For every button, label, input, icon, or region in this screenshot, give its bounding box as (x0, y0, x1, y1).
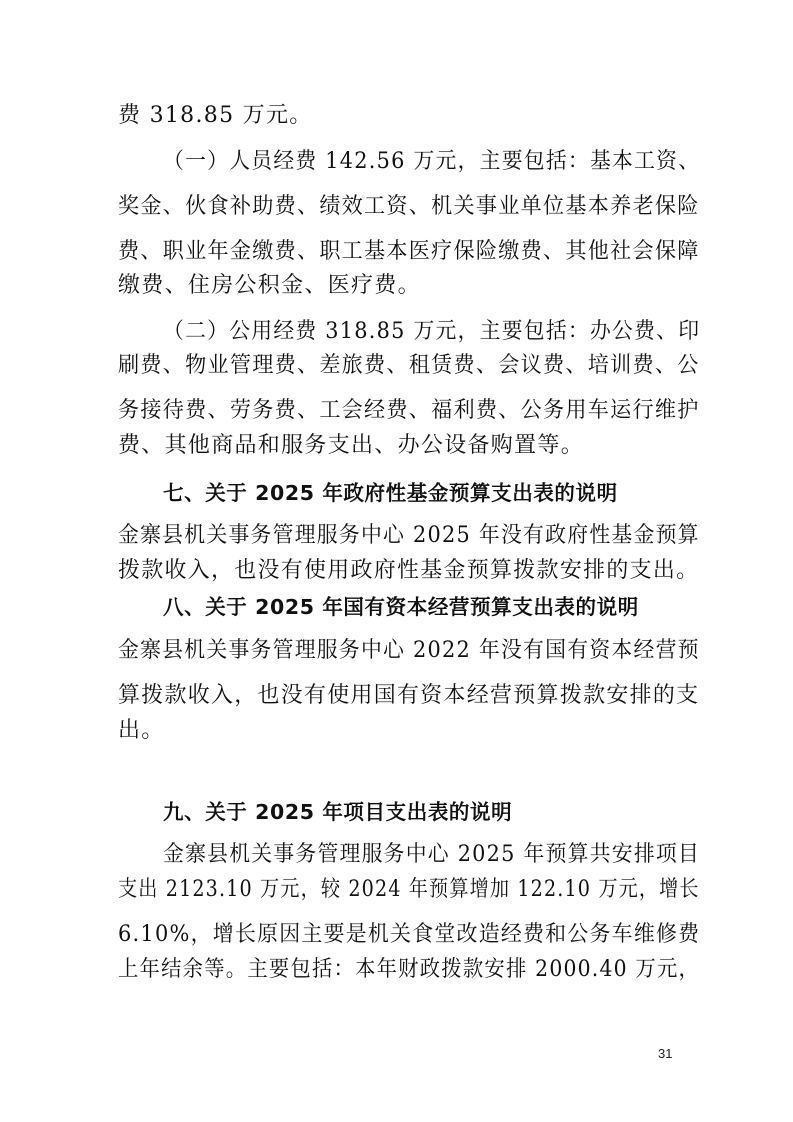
text-line: 刷费、物业管理费、差旅费、租赁费、会议费、培训费、公 (118, 353, 700, 378)
section-heading-9: 九、关于 2025 年项目支出表的说明 (163, 800, 513, 824)
section-heading-7: 七、关于 2025 年政府性基金预算支出表的说明 (163, 481, 618, 505)
text-line: 支出 2123.10 万元，较 2024 年预算增加 122.10 万元，增长 (118, 877, 700, 902)
text-line: 6.10%，增长原因主要是机关食堂改造经费和公务车维修费 (118, 922, 701, 947)
text-line: 费 318.85 万元。 (118, 103, 313, 128)
text-line: 务接待费、劳务费、工会经费、福利费、公务用车运行维护 (118, 398, 700, 423)
text-line: （一）人员经费 142.56 万元，主要包括：基本工资、 (163, 149, 701, 174)
text-line: 金寨县机关事务管理服务中心 2025 年预算共安排项目 (163, 842, 701, 867)
text-line: （二）公用经费 318.85 万元，主要包括：办公费、印 (163, 319, 701, 344)
text-line: 费、其他商品和服务支出、办公设备购置等。 (118, 433, 585, 458)
text-line: 出。 (118, 718, 165, 743)
text-line: 上年结余等。主要包括：本年财政拨款安排 2000.40 万元， (118, 957, 701, 982)
text-line: 算拨款收入，也没有使用国有资本经营预算拨款安排的支 (118, 683, 700, 708)
text-line: 缴费、住房公积金、医疗费。 (118, 273, 421, 298)
text-line: 金寨县机关事务管理服务中心 2022 年没有国有资本经营预 (118, 638, 700, 663)
text-line: 拨款收入，也没有使用政府性基金预算拨款安排的支出。 (118, 558, 700, 583)
text-line: 金寨县机关事务管理服务中心 2025 年没有政府性基金预算 (118, 523, 700, 548)
page-number: 31 (658, 1046, 673, 1061)
section-heading-8: 八、关于 2025 年国有资本经营预算支出表的说明 (163, 595, 639, 619)
text-line: 费、职业年金缴费、职工基本医疗保险缴费、其他社会保障 (118, 239, 700, 264)
text-line: 奖金、伙食补助费、绩效工资、机关事业单位基本养老保险 (118, 194, 700, 219)
